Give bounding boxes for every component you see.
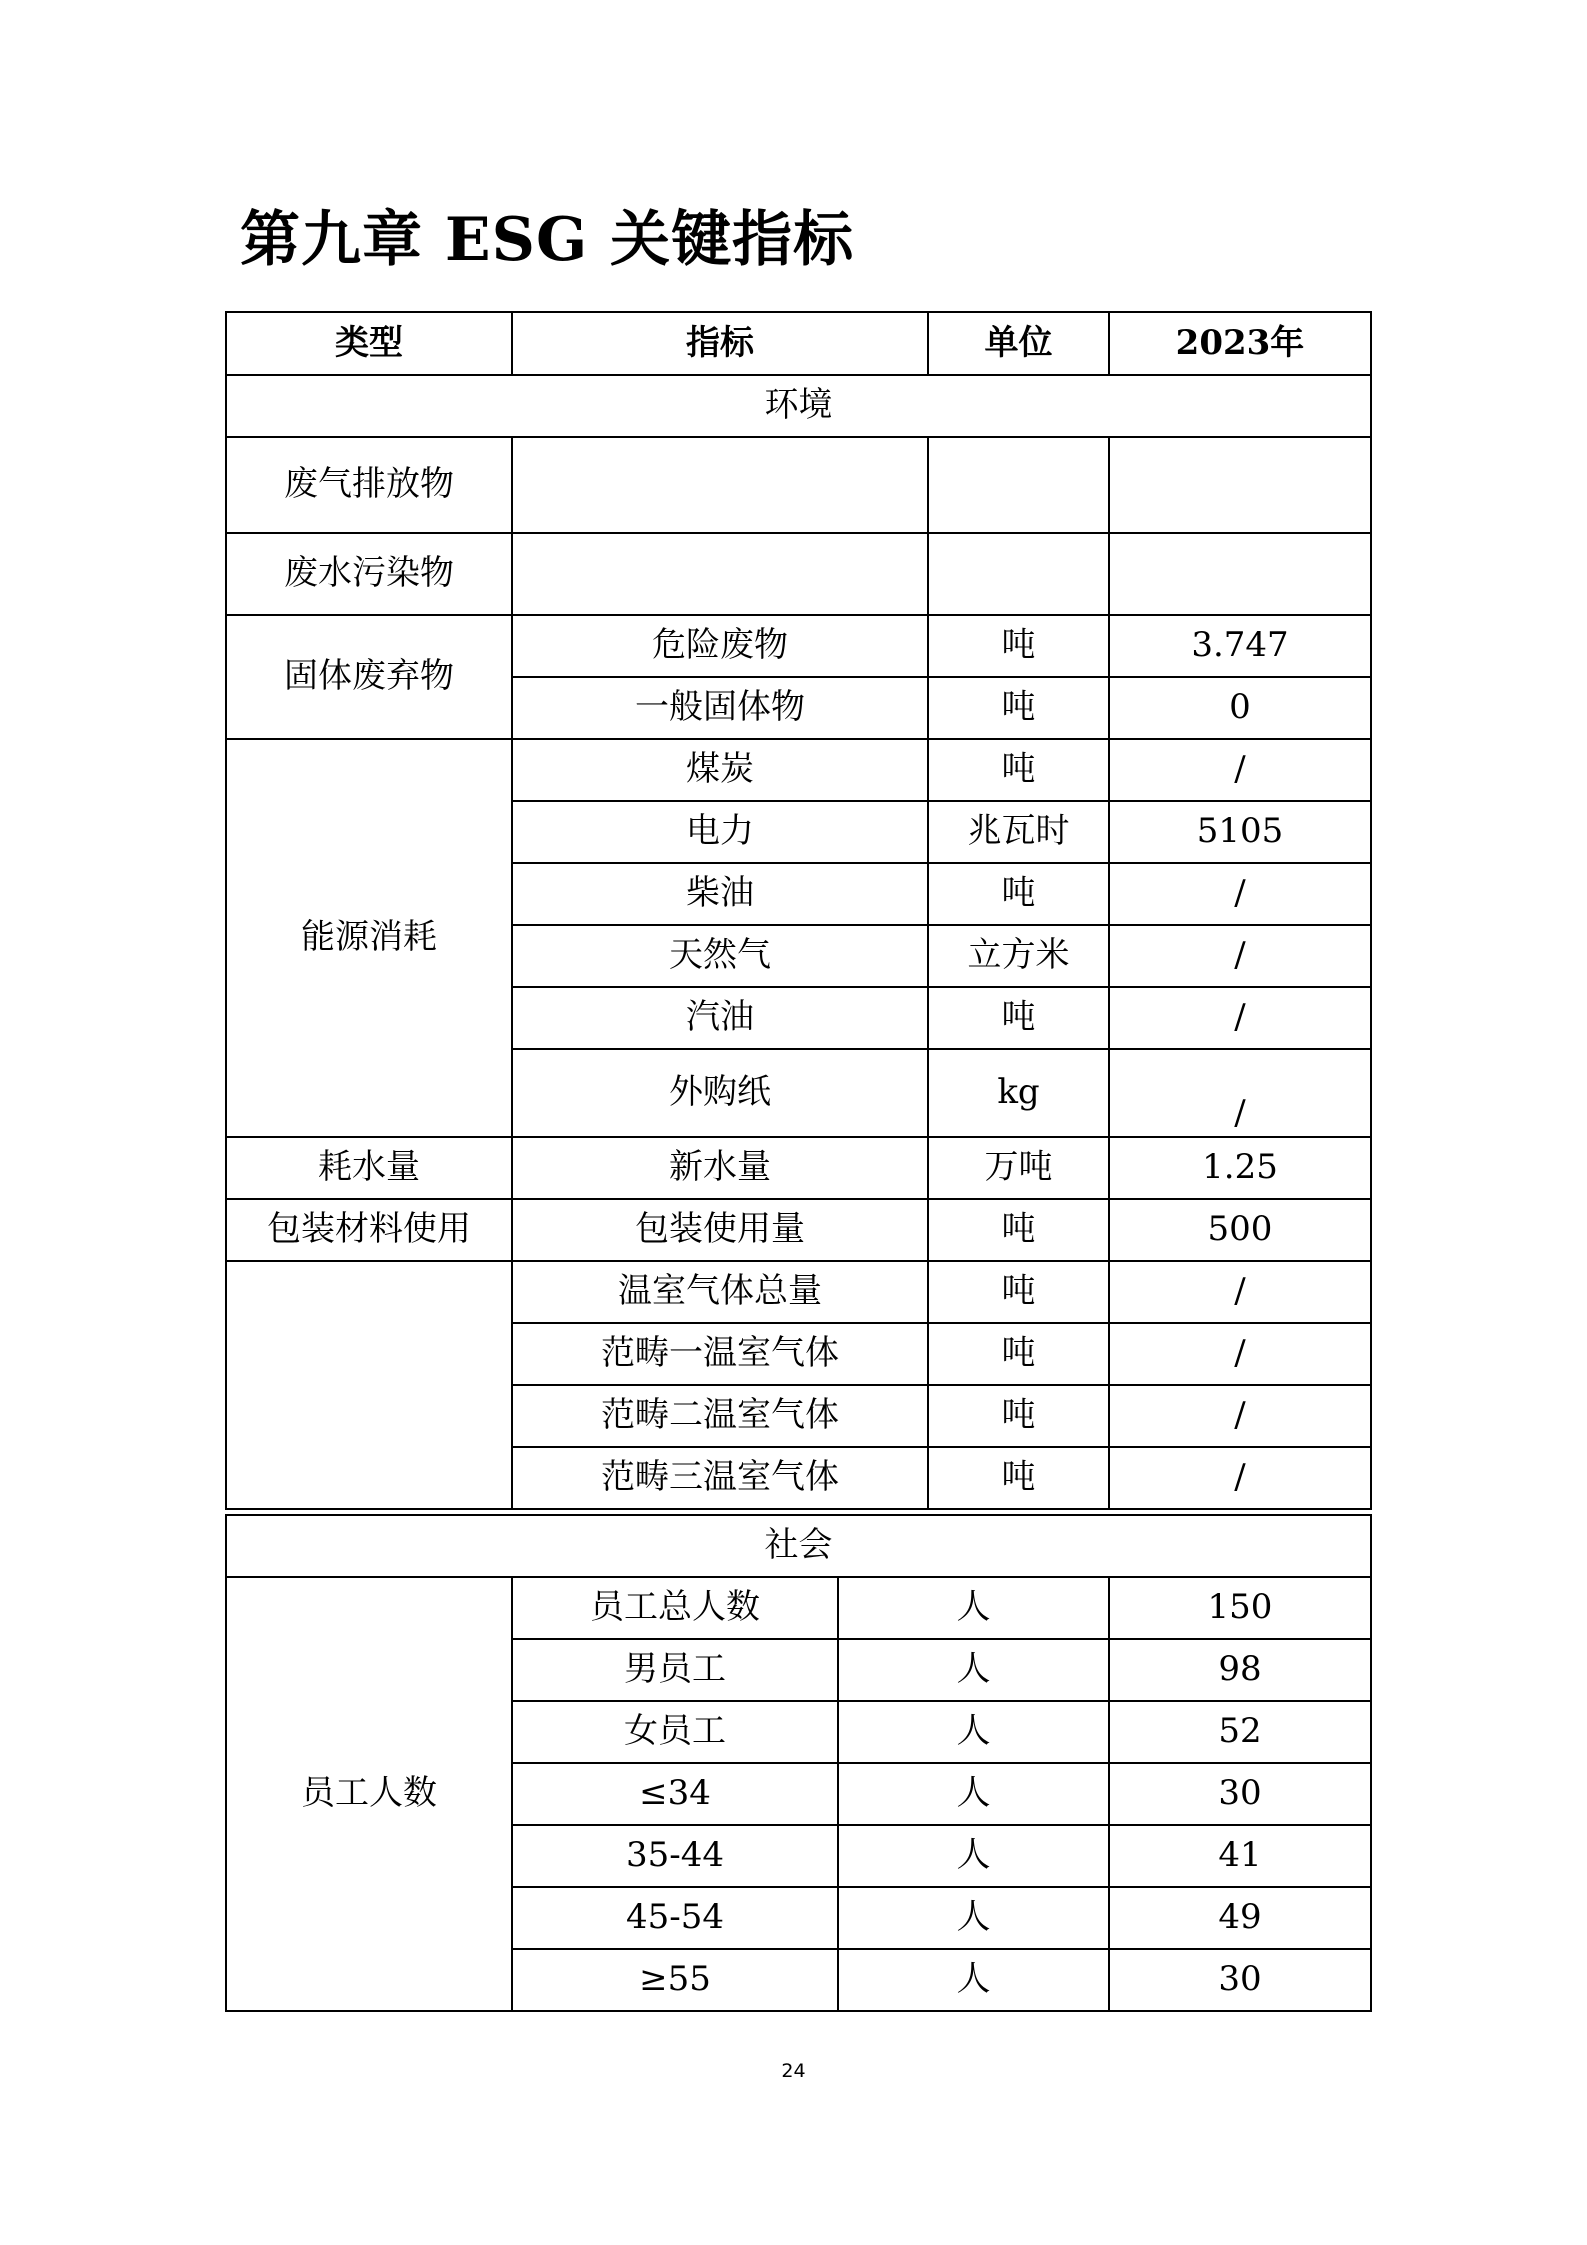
value-cell: /	[1109, 925, 1371, 987]
indicator-cell: 温室气体总量	[512, 1261, 928, 1323]
unit-cell: 兆瓦时	[928, 801, 1109, 863]
header-indicator: 指标	[512, 312, 928, 375]
value-cell	[1109, 437, 1371, 533]
unit-cell: 人	[838, 1887, 1109, 1949]
header-unit: 单位	[928, 312, 1109, 375]
unit-cell: 人	[838, 1825, 1109, 1887]
value-cell: 49	[1109, 1887, 1371, 1949]
indicator-cell: 天然气	[512, 925, 928, 987]
unit-cell: 吨	[928, 1199, 1109, 1261]
unit-cell: 吨	[928, 987, 1109, 1049]
category-cell: 员工人数	[226, 1577, 512, 2011]
indicator-cell: 范畴三温室气体	[512, 1447, 928, 1509]
category-cell: 能源消耗	[226, 739, 512, 1137]
unit-cell: 人	[838, 1763, 1109, 1825]
table-row	[226, 437, 1371, 533]
table-row	[226, 615, 1371, 677]
indicator-cell: 男员工	[512, 1639, 838, 1701]
category-cell: 包装材料使用	[226, 1199, 512, 1261]
section-environment: 环境	[226, 375, 1371, 437]
indicator-cell: 一般固体物	[512, 677, 928, 739]
value-cell: /	[1109, 987, 1371, 1049]
indicator-cell: 员工总人数	[512, 1577, 838, 1639]
esg-table-social	[225, 1514, 1372, 2012]
table-row	[226, 1261, 1371, 1323]
unit-cell: 吨	[928, 677, 1109, 739]
value-cell: /	[1109, 1323, 1371, 1385]
value-cell: 0	[1109, 677, 1371, 739]
table-row	[226, 533, 1371, 615]
header-year: 2023年	[1109, 312, 1371, 375]
indicator-cell: 新水量	[512, 1137, 928, 1199]
indicator-cell: 女员工	[512, 1701, 838, 1763]
value-cell: 30	[1109, 1949, 1371, 2011]
unit-cell: 人	[838, 1701, 1109, 1763]
value-cell	[1109, 533, 1371, 615]
indicator-cell: 柴油	[512, 863, 928, 925]
unit-cell: 吨	[928, 1323, 1109, 1385]
indicator-cell: 包装使用量	[512, 1199, 928, 1261]
header-type: 类型	[226, 312, 512, 375]
value-cell: 1.25	[1109, 1137, 1371, 1199]
table-row	[226, 1199, 1371, 1261]
unit-cell: 人	[838, 1577, 1109, 1639]
indicator-cell: 35-44	[512, 1825, 838, 1887]
indicator-cell: 45-54	[512, 1887, 838, 1949]
unit-cell	[928, 437, 1109, 533]
category-cell: 废水污染物	[226, 533, 512, 615]
value-cell: /	[1109, 863, 1371, 925]
value-cell: /	[1109, 1385, 1371, 1447]
indicator-cell: 危险废物	[512, 615, 928, 677]
value-cell: 150	[1109, 1577, 1371, 1639]
section-row	[226, 375, 1371, 437]
unit-cell: 人	[838, 1949, 1109, 2011]
value-cell: 500	[1109, 1199, 1371, 1261]
category-cell	[226, 1261, 512, 1509]
value-cell: 41	[1109, 1825, 1371, 1887]
value-cell: 30	[1109, 1763, 1371, 1825]
table-row	[226, 739, 1371, 801]
unit-cell: 万吨	[928, 1137, 1109, 1199]
page-number: 24	[781, 2060, 806, 2082]
value-cell: /	[1109, 1261, 1371, 1323]
indicator-cell	[512, 437, 928, 533]
indicator-cell: ≥55	[512, 1949, 838, 2011]
table-row	[226, 1577, 1371, 1639]
indicator-cell: 外购纸	[512, 1049, 928, 1137]
unit-cell: 吨	[928, 739, 1109, 801]
section-social: 社会	[226, 1515, 1371, 1577]
unit-cell: 吨	[928, 1447, 1109, 1509]
chapter-title: 第九章 ESG 关键指标	[240, 205, 855, 275]
indicator-cell: 汽油	[512, 987, 928, 1049]
value-cell: /	[1109, 1049, 1371, 1137]
unit-cell: 吨	[928, 863, 1109, 925]
indicator-cell: ≤34	[512, 1763, 838, 1825]
unit-cell	[928, 533, 1109, 615]
value-cell: /	[1109, 739, 1371, 801]
indicator-cell: 电力	[512, 801, 928, 863]
indicator-cell: 范畴一温室气体	[512, 1323, 928, 1385]
value-cell: /	[1109, 1447, 1371, 1509]
value-cell: 5105	[1109, 801, 1371, 863]
value-cell: 3.747	[1109, 615, 1371, 677]
value-cell: 98	[1109, 1639, 1371, 1701]
category-cell: 耗水量	[226, 1137, 512, 1199]
unit-cell: 吨	[928, 615, 1109, 677]
indicator-cell: 范畴二温室气体	[512, 1385, 928, 1447]
unit-cell: 立方米	[928, 925, 1109, 987]
section-row	[226, 1515, 1371, 1577]
unit-cell: 吨	[928, 1261, 1109, 1323]
value-cell: 52	[1109, 1701, 1371, 1763]
category-cell: 固体废弃物	[226, 615, 512, 739]
table-header-row	[226, 312, 1371, 375]
indicator-cell: 煤炭	[512, 739, 928, 801]
unit-cell: kg	[928, 1049, 1109, 1137]
esg-table-environment	[225, 311, 1372, 1510]
indicator-cell	[512, 533, 928, 615]
unit-cell: 人	[838, 1639, 1109, 1701]
unit-cell: 吨	[928, 1385, 1109, 1447]
table-row	[226, 1137, 1371, 1199]
category-cell: 废气排放物	[226, 437, 512, 533]
